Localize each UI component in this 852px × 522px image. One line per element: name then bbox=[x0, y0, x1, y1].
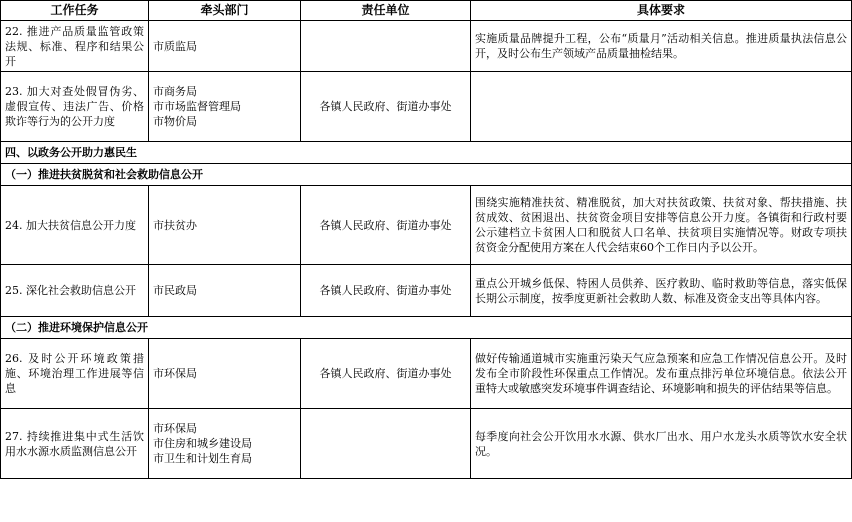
subsection-row bbox=[1, 164, 852, 186]
dept-name: 市民政局 bbox=[153, 284, 197, 297]
table-header-row bbox=[1, 1, 852, 21]
dept-name: 市卫生和计划生育局 bbox=[153, 452, 252, 465]
unit-cell: 各镇人民政府、街道办事处 bbox=[301, 339, 471, 409]
task-cell: 27. 持续推进集中式生活饮用水水源水质监测信息公开 bbox=[1, 409, 149, 479]
subsection-title: （二）推进环境保护信息公开 bbox=[1, 317, 852, 339]
req-cell: 实施质量品牌提升工程，公布“质量月”活动相关信息。推进质量执法信息公开，及时公布生产领域产品质量抽检结果。 bbox=[471, 21, 852, 72]
unit-cell: 各镇人民政府、街道办事处 bbox=[301, 72, 471, 142]
unit-cell: 各镇人民政府、街道办事处 bbox=[301, 265, 471, 317]
unit-cell: 各镇人民政府、街道办事处 bbox=[301, 186, 471, 265]
subsection-row bbox=[1, 317, 852, 339]
task-cell: 25. 深化社会救助信息公开 bbox=[1, 265, 149, 317]
dept-name: 市住房和城乡建设局 bbox=[153, 437, 252, 450]
dept-name: 市环保局 bbox=[153, 367, 197, 380]
table-row bbox=[1, 21, 852, 72]
task-cell: 23. 加大对查处假冒伪劣、虚假宣传、违法广告、价格欺诈等行为的公开力度 bbox=[1, 72, 149, 142]
task-cell: 26. 及时公开环境政策措施、环境治理工作进展等信息 bbox=[1, 339, 149, 409]
header-unit: 责任单位 bbox=[301, 1, 471, 21]
table-row bbox=[1, 72, 852, 142]
req-cell: 围绕实施精准扶贫、精准脱贫，加大对扶贫政策、扶贫对象、帮扶措施、扶贫成效、贫困退出、扶贫资金项目安排等信息公开力度。各镇街和行政村要公示建档立卡贫困人口和脱贫人口名单、扶贫项目实施情况等。财政专项扶贫资金分配使用方案在人代会结束60个工作日内予以公开。 bbox=[471, 186, 852, 265]
dept-name: 市扶贫办 bbox=[153, 218, 197, 232]
dept-name: 市物价局 bbox=[153, 115, 197, 128]
req-cell bbox=[471, 72, 852, 142]
dept-name: 市环保局 bbox=[153, 422, 197, 435]
dept-cell bbox=[149, 409, 301, 479]
table-row bbox=[1, 409, 852, 479]
dept-cell bbox=[149, 186, 301, 265]
unit-cell bbox=[301, 21, 471, 72]
dept-cell bbox=[149, 339, 301, 409]
dept-cell bbox=[149, 21, 301, 72]
req-cell: 做好传输通道城市实施重污染天气应急预案和应急工作情况信息公开。及时发布全市阶段性环保重点工作情况。发布重点排污单位环境信息。依法公开重特大或敏感突发环境事件调查结论、环境影响和损失的评估结果等信息。 bbox=[471, 339, 852, 409]
dept-name: 市质监局 bbox=[153, 39, 197, 53]
task-cell: 22. 推进产品质量监管政策法规、标准、程序和结果公开 bbox=[1, 21, 149, 72]
dept-cell bbox=[149, 72, 301, 142]
section-title: 四、以政务公开助力惠民生 bbox=[1, 142, 852, 164]
header-req: 具体要求 bbox=[471, 1, 852, 21]
section-row bbox=[1, 142, 852, 164]
unit-cell bbox=[301, 409, 471, 479]
dept-name: 市市场监督管理局 bbox=[153, 100, 241, 113]
dept-name: 市商务局 bbox=[153, 85, 197, 98]
req-cell: 重点公开城乡低保、特困人员供养、医疗救助、临时救助等信息，落实低保长期公示制度，按季度更新社会救助人数、标准及资金支出等具体内容。 bbox=[471, 265, 852, 317]
task-cell: 24. 加大扶贫信息公开力度 bbox=[1, 186, 149, 265]
header-task: 工作任务 bbox=[1, 1, 149, 21]
dept-cell bbox=[149, 265, 301, 317]
subsection-title: （一）推进扶贫脱贫和社会救助信息公开 bbox=[1, 164, 852, 186]
table-row bbox=[1, 186, 852, 265]
header-dept: 牵头部门 bbox=[149, 1, 301, 21]
req-cell: 每季度向社会公开饮用水水源、供水厂出水、用户水龙头水质等饮水安全状况。 bbox=[471, 409, 852, 479]
table-row bbox=[1, 339, 852, 409]
table-row bbox=[1, 265, 852, 317]
